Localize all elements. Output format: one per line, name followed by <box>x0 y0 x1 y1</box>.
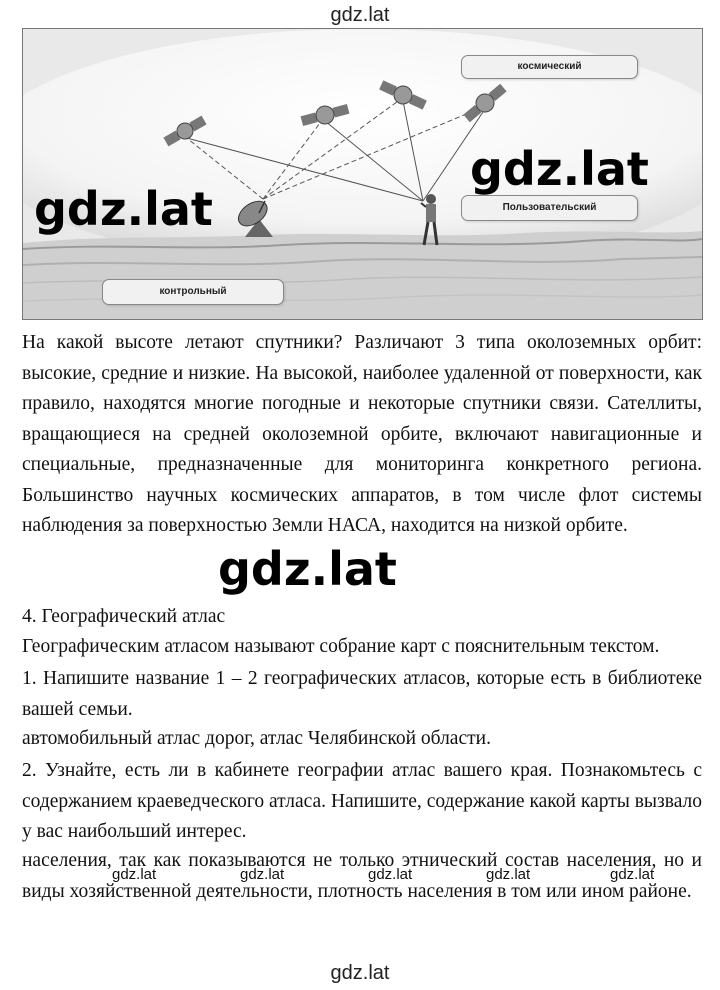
answer-2: населения, так как показываются не только этнический состав населения, но и виды хозяйственной деятельности, плотность населения в том или ином районе. <box>22 850 702 902</box>
watermark-small: gdz.lat <box>240 866 285 883</box>
section-title: 4. Географический атлас <box>22 606 226 627</box>
space-segment-label: космический <box>461 55 638 79</box>
watermark-big-right: gdz.lat <box>470 142 649 196</box>
control-segment-label: контрольный <box>102 279 284 305</box>
watermark-small: gdz.lat <box>368 866 413 883</box>
paragraph-orbits: На какой высоте летают спутники? Различают 3 типа околоземных орбит: высокие, средние и низкие. На высокой, наиболее удаленной от поверхности, как правило, находятся многие погодные и некоторые спутники связи. Сателлиты, вращающиеся на средней околоземной орбите, включают навигационные и специальные, предназначенные для мониторинга конкретного региона. Большинство научных космических аппаратов, в том числе флот системы наблюдения за поверхностью Земли НАСА, находится на низкой орбите. <box>22 332 702 536</box>
atlas-definition: Географическим атласом называют собрание карт с пояснительным текстом. <box>22 636 660 657</box>
watermark-small: gdz.lat <box>486 866 531 883</box>
task-1: 1. Напишите название 1 – 2 географических атласов, которые есть в библиотеке вашей семьи. <box>22 668 702 720</box>
answer-1: автомобильный атлас дорог, атлас Челябинской области. <box>22 728 491 749</box>
watermark-top: gdz.lat <box>330 4 390 26</box>
watermark-big-left: gdz.lat <box>34 182 213 236</box>
task-2: 2. Узнайте, есть ли в кабинете географии атлас вашего края. Познакомьтесь с содержанием краеведческого атласа. Напишите, содержание какой карты вызвало у вас наибольший интерес. <box>22 760 702 842</box>
watermark-small: gdz.lat <box>610 866 655 883</box>
watermark-bottom: gdz.lat <box>330 962 390 984</box>
user-segment-label: Пользовательский <box>461 195 638 221</box>
watermark-small: gdz.lat <box>112 866 157 883</box>
watermark-big-center: gdz.lat <box>218 542 397 596</box>
